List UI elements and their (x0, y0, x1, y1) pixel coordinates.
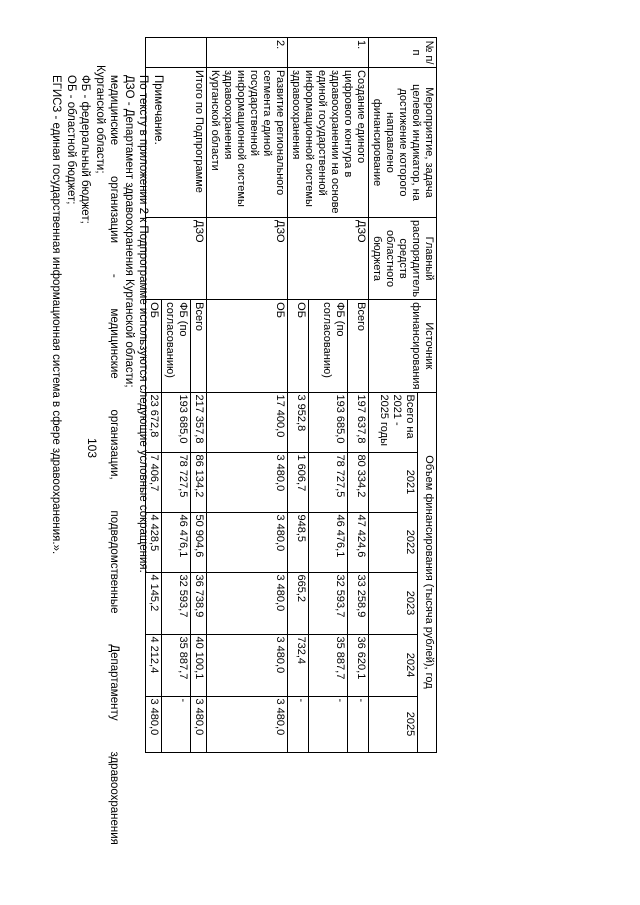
row-manager: ДЗО (207, 218, 288, 300)
row-value-y2022: 948,5 (288, 512, 309, 572)
row-source: Всего (347, 300, 368, 392)
row-value-y2021: 7 406,7 (146, 452, 162, 512)
row-value-y2021: 78 727,5 (162, 452, 191, 512)
row-value-y2023: 33 258,9 (347, 572, 368, 634)
row-manager: ДЗО (146, 218, 207, 300)
row-value-y2025: - (309, 696, 348, 752)
row-value-y2023: 4 145,2 (146, 572, 162, 634)
header-2024: 2024 (369, 634, 418, 696)
row-value-y2025: 3 480,0 (207, 696, 288, 752)
row-value-y2021: 80 334,2 (347, 452, 368, 512)
row-value-total: 193 685,0 (162, 392, 191, 452)
row-value-total: 217 357,8 (191, 392, 207, 452)
notes-mo-word: организации (108, 175, 121, 243)
row-value-y2021: 78 727,5 (309, 452, 348, 512)
notes-mo-word: медицинские (108, 75, 121, 146)
page-number: 103 (85, 437, 100, 459)
rotated-content (50, 37, 437, 847)
notes-intro: По тексту в приложении 2 к Подпрограмме используются следующие условные сокращения: (137, 75, 150, 573)
header-2021: 2021 (369, 452, 418, 512)
row-value-y2024: 3 480,0 (207, 634, 288, 696)
financing-table (145, 37, 437, 753)
row-num: 1. (288, 38, 369, 68)
notes-egisz: ЕГИСЗ - единая государственная информационная система в сфере здравоохранения.». (50, 75, 63, 555)
header-2023: 2023 (369, 572, 418, 634)
notes-fb: ФБ - федеральный бюджет; (79, 75, 92, 224)
row-value-y2021: 86 134,2 (191, 452, 207, 512)
row-measure: Создание единого цифрового контура в здравоохранении на основе единой государственной информационной системы здравоохранения (288, 68, 369, 218)
row-measure: Развитие регионального сегмента единой государственной информационной системы здравоохранения Курганской области (207, 68, 288, 218)
notes-mo-word: организации, (108, 409, 121, 480)
row-num: 2. (207, 38, 288, 68)
row-value-y2025: - (288, 696, 309, 752)
row-value-y2023: 32 593,7 (162, 572, 191, 634)
header-total: Всего на 2021 - 2025 годы (369, 392, 418, 452)
notes-mo-line (107, 65, 122, 845)
row-value-y2022: 46 476,1 (162, 512, 191, 572)
notes-mo-word: медицинские (108, 308, 121, 379)
row-source: ОБ (288, 300, 309, 392)
row-value-y2025: - (347, 696, 368, 752)
row-value-total: 17 400,0 (207, 392, 288, 452)
row-value-total: 197 637,8 (347, 392, 368, 452)
row-value-total: 3 952,8 (288, 392, 309, 452)
header-measure: Мероприятие, задача целевой индикатор, на достижение которого направлено финансирование (369, 68, 437, 218)
row-value-y2025: 3 480,0 (146, 696, 162, 752)
row-value-y2022: 4 428,5 (146, 512, 162, 572)
row-num (146, 38, 207, 68)
row-value-y2024: 35 887,7 (162, 634, 191, 696)
row-value-y2025: 3 480,0 (191, 696, 207, 752)
row-value-y2022: 3 480,0 (207, 512, 288, 572)
header-2022: 2022 (369, 512, 418, 572)
table-row (207, 38, 288, 753)
header-manager: Главный распорядитель средств областного бюджета (369, 218, 437, 300)
notes-mo-end: Курганской области; (94, 65, 106, 174)
header-source: Источник финансирования (369, 300, 437, 392)
table-row (347, 38, 368, 753)
notes-mo-word: Департаменту (108, 644, 121, 721)
row-source: ОБ (207, 300, 288, 392)
header-2025: 2025 (369, 696, 418, 752)
row-value-y2024: 36 620,1 (347, 634, 368, 696)
row-value-y2024: 4 212,4 (146, 634, 162, 696)
table-header (369, 38, 437, 753)
row-value-y2022: 47 424,6 (347, 512, 368, 572)
notes-title: Примечание. (152, 75, 164, 145)
notes-ob: ОБ - областной бюджет; (65, 75, 77, 205)
row-value-y2023: 32 593,7 (309, 572, 348, 634)
row-value-y2022: 50 904,6 (191, 512, 207, 572)
table-body (146, 38, 369, 753)
row-value-y2024: 35 887,7 (309, 634, 348, 696)
row-value-y2024: 732,4 (288, 634, 309, 696)
notes (49, 65, 165, 845)
row-value-y2021: 3 480,0 (207, 452, 288, 512)
table-row (191, 38, 207, 753)
row-value-y2023: 36 738,9 (191, 572, 207, 634)
row-value-y2024: 40 100,1 (191, 634, 207, 696)
row-source: ОБ (146, 300, 162, 392)
notes-mo-word: - (108, 273, 121, 278)
row-value-total: 23 672,8 (146, 392, 162, 452)
row-manager: ДЗО (288, 218, 369, 300)
row-source: ФБ (по согласованию) (309, 300, 348, 392)
row-value-y2025: - (162, 696, 191, 752)
row-source: Всего (191, 300, 207, 392)
row-value-y2022: 46 476,1 (309, 512, 348, 572)
notes-dzo: ДЗО - Департамент здравоохранения Курганской области; (123, 75, 135, 388)
row-value-y2021: 1 606,7 (288, 452, 309, 512)
row-value-y2023: 3 480,0 (207, 572, 288, 634)
row-source: ФБ (по согласованию) (162, 300, 191, 392)
notes-mo-word: подведомственные (108, 510, 121, 614)
row-value-y2023: 665,2 (288, 572, 309, 634)
row-value-total: 193 685,0 (309, 392, 348, 452)
row-measure: Итого по Подпрограмме (146, 68, 207, 218)
notes-mo-word: здравоохранения (108, 751, 121, 845)
header-num: № п/п (369, 38, 437, 68)
header-volume: Объем финансирования (тысяча рублей), год (418, 392, 437, 752)
